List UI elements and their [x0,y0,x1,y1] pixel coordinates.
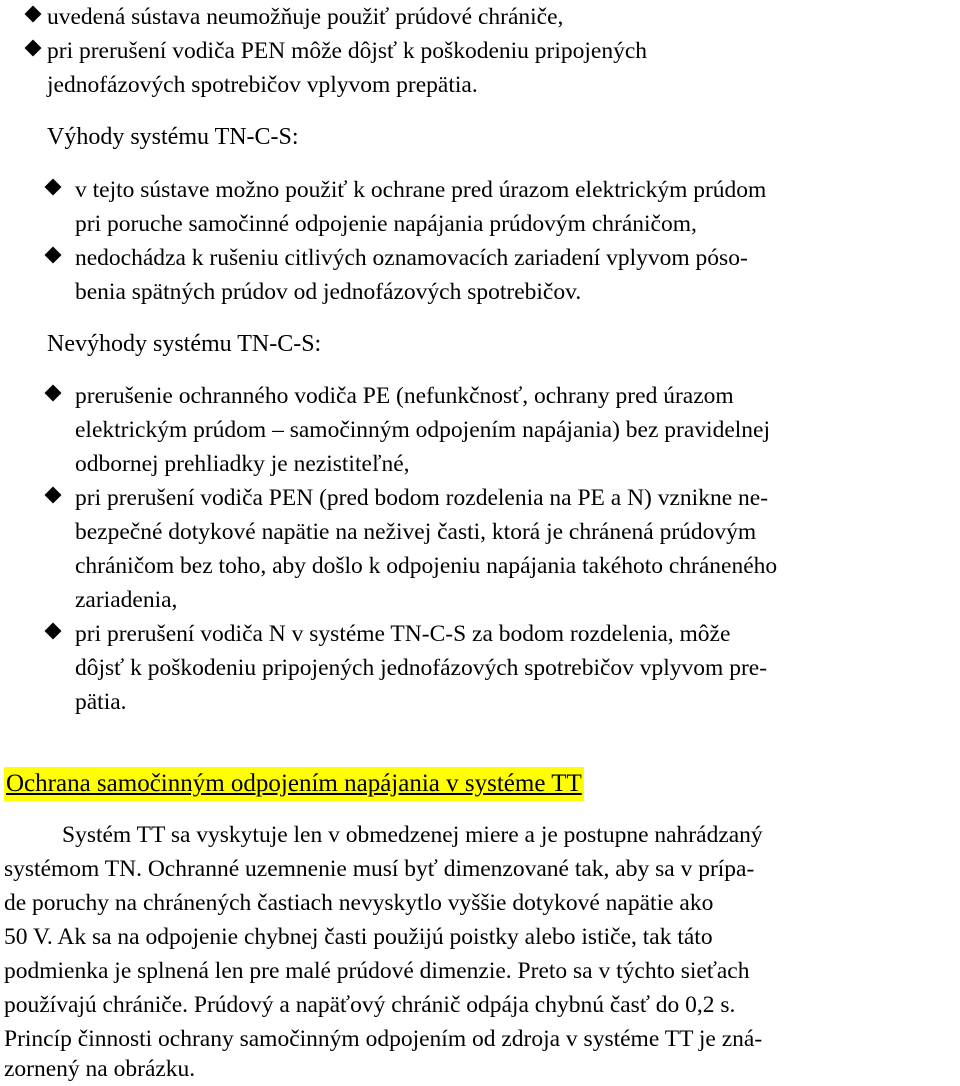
advantages-heading: Výhody systému TN-C-S: [47,124,299,150]
diamond-bullet-icon [25,40,42,57]
paragraph-line: Princíp činnosti ochrany samočinným odpojením od zdroja v systéme TT je zná- [4,1026,763,1052]
list-item-text: pri poruche samočinné odpojenie napájania prúdovým chráničom, [75,211,697,237]
diamond-bullet-icon [25,6,42,23]
list-item-text: dôjsť k poškodeniu pripojených jednofázových spotrebičov vplyvom pre- [75,655,768,681]
paragraph-line: zornený na obrázku. [4,1056,196,1082]
list-item-text: chráničom bez toho, aby došlo k odpojeniu napájania takéhoto chráneného [75,553,778,579]
list-item-text: jednofázových spotrebičov vplyvom prepätia. [47,72,478,98]
section-title-tt: Ochrana samočinným odpojením napájania v systéme TT [4,767,584,801]
list-item-text: pri prerušení vodiča N v systéme TN-C-S za bodom rozdelenia, môže [75,621,731,647]
list-item-text: benia spätných prúdov od jednofázových spotrebičov. [75,279,582,305]
disadvantages-heading: Nevýhody systému TN-C-S: [47,331,322,357]
paragraph-line: 50 V. Ak sa na odpojenie chybnej časti použijú poistky alebo ističe, tak táto [4,924,713,950]
list-item-text: elektrickým prúdom – samočinným odpojením napájania) bez pravidelnej [75,417,770,443]
list-item-text: uvedená sústava neumožňuje použiť prúdové chrániče, [47,4,564,30]
diamond-bullet-icon [45,487,62,504]
list-item-text: v tejto sústave možno použiť k ochrane pred úrazom elektrickým prúdom [75,177,767,203]
list-item-text: pätia. [75,689,127,715]
list-item-text: zariadenia, [75,587,178,613]
list-item-text: prerušenie ochranného vodiča PE (nefunkčnosť, ochrany pred úrazom [75,383,734,409]
diamond-bullet-icon [45,179,62,196]
list-item-text: pri prerušení vodiča PEN (pred bodom rozdelenia na PE a N) vznikne ne- [75,485,769,511]
paragraph-line: Systém TT sa vyskytuje len v obmedzenej miere a je postupne nahrádzaný [62,822,763,848]
list-item-text: odbornej prehliadky je nezistiteľné, [75,451,410,477]
paragraph-line: systémom TN. Ochranné uzemnenie musí byť dimenzované tak, aby sa v prípa- [4,856,755,882]
paragraph-line: používajú chrániče. Prúdový a napäťový chránič odpája chybnú časť do 0,2 s. [4,992,736,1018]
diamond-bullet-icon [45,623,62,640]
paragraph-line: podmienka je splnená len pre malé prúdové dimenzie. Preto sa v týchto sieťach [4,958,750,984]
list-item-text: bezpečné dotykové napätie na neživej časti, ktorá je chránená prúdovým [75,519,757,545]
paragraph-line: de poruchy na chránených častiach nevyskytlo vyššie dotykové napätie ako [4,890,714,916]
diamond-bullet-icon [45,247,62,264]
list-item-text: pri prerušení vodiča PEN môže dôjsť k poškodeniu pripojených [47,38,648,64]
list-item-text: nedochádza k rušeniu citlivých oznamovacích zariadení vplyvom póso- [75,245,748,271]
diamond-bullet-icon [45,385,62,402]
